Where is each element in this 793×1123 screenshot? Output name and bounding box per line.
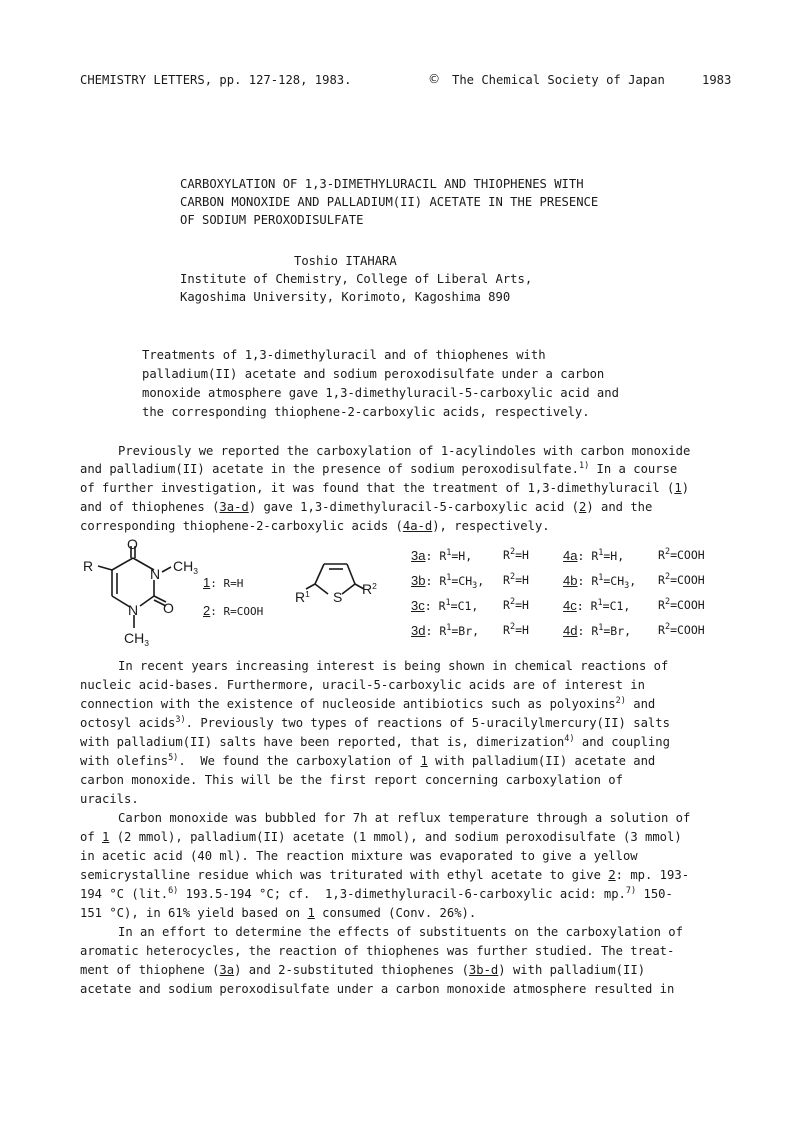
body-line: In an effort to determine the effects of substituents on the carboxylation of — [118, 925, 683, 939]
journal-citation: CHEMISTRY LETTERS, pp. 127-128, 1983. — [80, 73, 352, 87]
affiliation-line-2: Kagoshima University, Korimoto, Kagoshima 890 — [180, 290, 511, 304]
uracil-o-top: O — [127, 536, 138, 552]
compound-row: $R^2=H$ — [503, 572, 529, 587]
compound-row: 3c: $R^1=C1$, — [411, 598, 479, 613]
body-line: ment of thiophene (3a) and 2-substituted thiophenes (3b-d) with palladium(II) — [80, 963, 646, 977]
abstract-line: the corresponding thiophene-2-carboxylic acids, respectively. — [142, 405, 590, 419]
compound-row: 4a: $R^1=H$, — [563, 548, 625, 563]
title-line-1: CARBOXYLATION OF 1,3-DIMETHYLURACIL AND THIOPHENES WITH — [180, 177, 584, 191]
body-line: 194 °C (lit.$^{6)}$ 193.5-194 °C; cf. 1,3-dimethyluracil-6-carboxylic acid: mp.$^{7)}$ 150- — [80, 886, 673, 901]
compound-ref: 1 — [674, 481, 682, 495]
compound-ref: 2 — [578, 500, 587, 514]
body-line: 151 °C), in 61% yield based on 1 consumed (Conv. 26%). — [80, 906, 477, 920]
body-line: in acetic acid (40 ml). The reaction mixture was evaporated to give a yellow — [80, 849, 638, 863]
thiophene-r1: $R^1$ — [295, 589, 310, 605]
compound-ref: 4a-d — [402, 519, 433, 533]
compound-row: $R^2=COOH$ — [658, 547, 705, 562]
copyright-symbol: © — [428, 72, 441, 86]
compound-row: 3d: $R^1=Br$, — [411, 623, 480, 638]
abstract-line: palladium(II) acetate and sodium peroxodisulfate under a carbon — [142, 367, 605, 381]
compound-1-def: 1: R=H — [203, 575, 244, 590]
uracil-n1: N — [128, 602, 139, 618]
compound-row: 4c: $R^1=C1$, — [563, 598, 631, 613]
compound-row: $R^2=H$ — [503, 547, 529, 562]
author-name: Toshio ITAHARA — [294, 254, 397, 268]
thiophene-r2: $R^2$ — [362, 581, 377, 597]
body-line: carbon monoxide. This will be the first report concerning carboxylation of — [80, 773, 623, 787]
compound-row: 3a: $R^1=H$, — [411, 548, 473, 563]
body-line: semicrystalline residue which was triturated with ethyl acetate to give 2: mp. 193- — [80, 868, 690, 882]
title-line-2: CARBON MONOXIDE AND PALLADIUM(II) ACETATE IN THE PRESENCE — [180, 195, 599, 209]
title-line-3: OF SODIUM PEROXODISULFATE — [180, 213, 364, 227]
body-line: connection with the existence of nucleoside antibiotics such as polyoxins$^{2)}$ and — [80, 696, 656, 711]
body-line: and of thiophenes (3a-d) gave 1,3-dimethyluracil-5-carboxylic acid (2) and the — [80, 500, 653, 514]
compound-row: $R^2=H$ — [503, 622, 529, 637]
abstract-line: Treatments of 1,3-dimethyluracil and of thiophenes with — [142, 348, 546, 362]
uracil-ch3-top: $CH_3$ — [173, 558, 198, 576]
body-line: acetate and sodium peroxodisulfate under a carbon monoxide atmosphere resulted in — [80, 982, 675, 996]
body-line: corresponding thiophene-2-carboxylic acids (4a-d), respectively. — [80, 519, 550, 533]
compound-row: $R^2=COOH$ — [658, 622, 705, 637]
abstract-line: monoxide atmosphere gave 1,3-dimethyluracil-5-carboxylic acid and — [142, 386, 619, 400]
body-line: with palladium(II) salts have been reported, that is, dimerization$^{4)}$ and coupling — [80, 734, 670, 749]
reference-1: 1) — [578, 461, 590, 471]
uracil-ch3-bottom: $CH_3$ — [124, 630, 149, 648]
compound-2-def: 2: R=COOH — [203, 603, 264, 618]
body-line: In recent years increasing interest is being shown in chemical reactions of — [118, 659, 669, 673]
uracil-n3: N — [150, 566, 161, 582]
body-line: uracils. — [80, 792, 139, 806]
compound-row: 4b: $R^1=CH_3$, — [563, 573, 637, 591]
affiliation-line-1: Institute of Chemistry, College of Liberal Arts, — [180, 272, 533, 286]
body-line: and palladium(II) acetate in the presence of sodium peroxodisulfate.$^{1)}$ In a course — [80, 461, 678, 476]
compound-row: $R^2=COOH$ — [658, 572, 705, 587]
uracil-o-bottom: O — [163, 600, 174, 616]
body-line: of further investigation, it was found that the treatment of 1,3-dimethyluracil (1) — [80, 481, 690, 495]
body-line: of 1 (2 mmol), palladium(II) acetate (1 mmol), and sodium peroxodisulfate (3 mmol) — [80, 830, 682, 844]
body-line: with olefins$^{5)}$. We found the carboxylation of 1 with palladium(II) acetate and — [80, 753, 656, 768]
body-line: Carbon monoxide was bubbled for 7h at reflux temperature through a solution of — [118, 811, 691, 825]
body-line: aromatic heterocycles, the reaction of thiophenes was further studied. The treat- — [80, 944, 675, 958]
uracil-r-label: R — [83, 558, 94, 574]
compound-ref: 3a-d — [219, 500, 249, 514]
compound-row: 3b: $R^1=CH_3$, — [411, 573, 485, 591]
thiophene-s: S — [333, 589, 343, 605]
society-name: The Chemical Society of Japan — [452, 73, 665, 87]
compound-row: 4d: $R^1=Br$, — [563, 623, 632, 638]
compound-row: $R^2=H$ — [503, 597, 529, 612]
compound-row: $R^2=COOH$ — [658, 597, 705, 612]
header-year: 1983 — [702, 73, 732, 87]
body-line: nucleic acid-bases. Furthermore, uracil-5-carboxylic acids are of interest in — [80, 678, 645, 692]
body-line: octosyl acids$^{3)}$. Previously two types of reactions of 5-uracilylmercury(II) salts — [80, 715, 670, 730]
body-line: Previously we reported the carboxylation of 1-acylindoles with carbon monoxide — [118, 444, 691, 458]
